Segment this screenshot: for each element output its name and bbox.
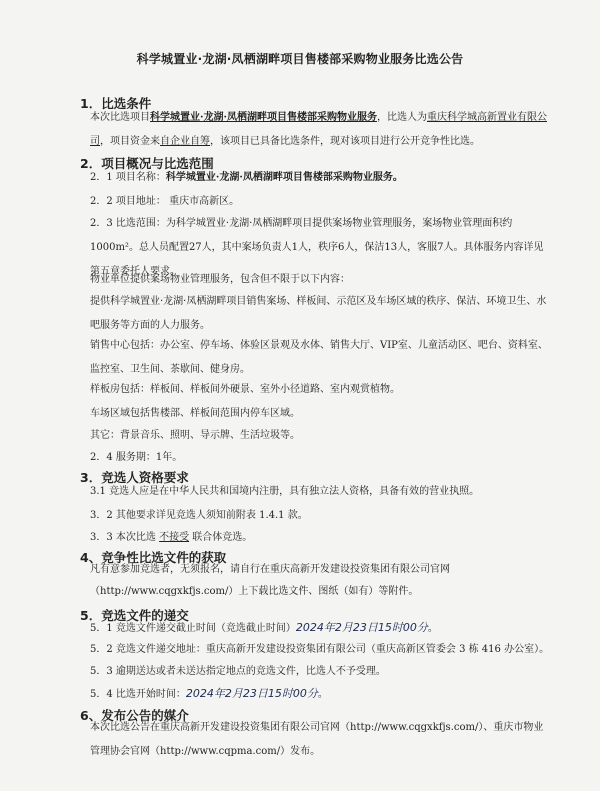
obtain-line-1: 凡有意参加竞选者，无须报名，请自行在重庆高新开发建设投资集团有限公司官网: [90, 564, 450, 575]
handwritten-deadline: 2024年2月23日15时00分: [295, 621, 428, 634]
handwritten-start-time: 2024年2月23日15时00分: [185, 687, 318, 700]
section-5-heading: 5．竞选文件的递交: [80, 608, 189, 623]
scope-paragraph: 2．3 比选范围：为科学城置业·龙湖·凤栖湖畔项目提供案场物业管理服务，案场物业管理面积约1000m²。总人员配置27人，其中案场负责人1人，秩序6人，保洁13人，客服7人。具体服务内容详见第五章委托人要求。: [90, 218, 544, 277]
section-3-heading: 3．竞选人资格要求: [80, 470, 189, 485]
section-4-heading: 4、竞争性比选文件的获取: [80, 550, 227, 565]
scope-intro: 物业单位提供案场物业管理服务，包含但不限于以下内容：: [90, 274, 350, 285]
project-name: 科学城置业·龙湖·凤栖湖畔项目售楼部采购物业服务: [150, 112, 377, 123]
late-submission-line: 5．3 逾期送达或者未送达指定地点的竞选文件，比选人不予受理。: [90, 666, 386, 677]
qualification-3-2: 3．2 其他要求详见竞选人须知前附表 1.4.1 款。: [90, 510, 308, 521]
deadline-line: 5．1 竞选文件递交截止时间（竞选截止时间）2024年2月23日15时00分。: [90, 621, 438, 634]
section-1-heading: 1．比选条件: [80, 96, 152, 111]
project-address-line: 2．2 项目地址： 重庆市高新区。: [90, 196, 240, 207]
service-period: 2．4 服务期：1年。: [90, 452, 183, 463]
submit-address-line: 5．2 竞选文件递交地址：重庆高新开发建设投资集团有限公司（重庆高新区管委会 3 栋 416 办公室）。: [90, 644, 550, 655]
sales-center-items: 销售中心包括：办公室、停车场、体验区景观及水体、销售大厅、VIP室、儿童活动区、吧台、资料室、监控室、卫生间、茶歇间、健身房。: [90, 340, 548, 375]
fund-source: 自企业自筹: [160, 136, 210, 147]
start-time-line: 5．4 比选开始时间：2024年2月23日15时00分。: [90, 687, 328, 700]
show-room-items: 样板房包括：样板间、样板间外硬景、室外小径道路、室内观赏植物。: [90, 384, 400, 395]
qualification-3-1: 3.1 竞选人应是在中华人民共和国境内注册，具有独立法人资格，具备有效的营业执照。: [90, 486, 480, 497]
page-title: 科学城置业·龙湖·凤栖湖畔项目售楼部采购物业服务比选公告: [136, 52, 464, 66]
scope-services: 提供科学城置业·龙湖·凤栖湖畔项目销售案场、样板间、示范区及车场区域的秩序、保洁、环境卫生、水吧服务等方面的人力服务。: [90, 296, 547, 331]
section-2-heading: 2．项目概况与比选范围: [80, 156, 214, 171]
section-1-body: 本次比选项目科学城置业·龙湖·凤栖湖畔项目售楼部采购物业服务，比选人为重庆科学城高新置业有限公司，项目资金来自企业自筹，该项目已具备比选条件，现对该项目进行公开竞争性比选。: [90, 112, 547, 147]
parking-items: 车场区域包括售楼部、样板间范围内停车区域。: [90, 408, 300, 419]
section-6-heading: 6、发布公告的媒介: [80, 708, 189, 723]
media-paragraph: 本次比选公告在重庆高新开发建设投资集团有限公司官网（http://www.cqgxkfjs.com/）、重庆市物业管理协会官网（http://www.cqpma.com/）发布。: [90, 722, 544, 757]
company-name: 重庆科学城高新置业有限公司: [90, 112, 547, 147]
obtain-line-2: （http://www.cqgxkfjs.com/）上下载比选文件、图纸（如有）等附件。: [90, 586, 419, 597]
qualification-3-3: 3．3 本次比选 不接受 联合体竞选。: [90, 532, 253, 543]
other-items: 其它：背景音乐、照明、导示牌、生活垃圾等。: [90, 430, 300, 441]
project-name-line: 2．1 项目名称：科学城置业·龙湖·凤栖湖畔项目售楼部采购物业服务。: [90, 172, 403, 183]
